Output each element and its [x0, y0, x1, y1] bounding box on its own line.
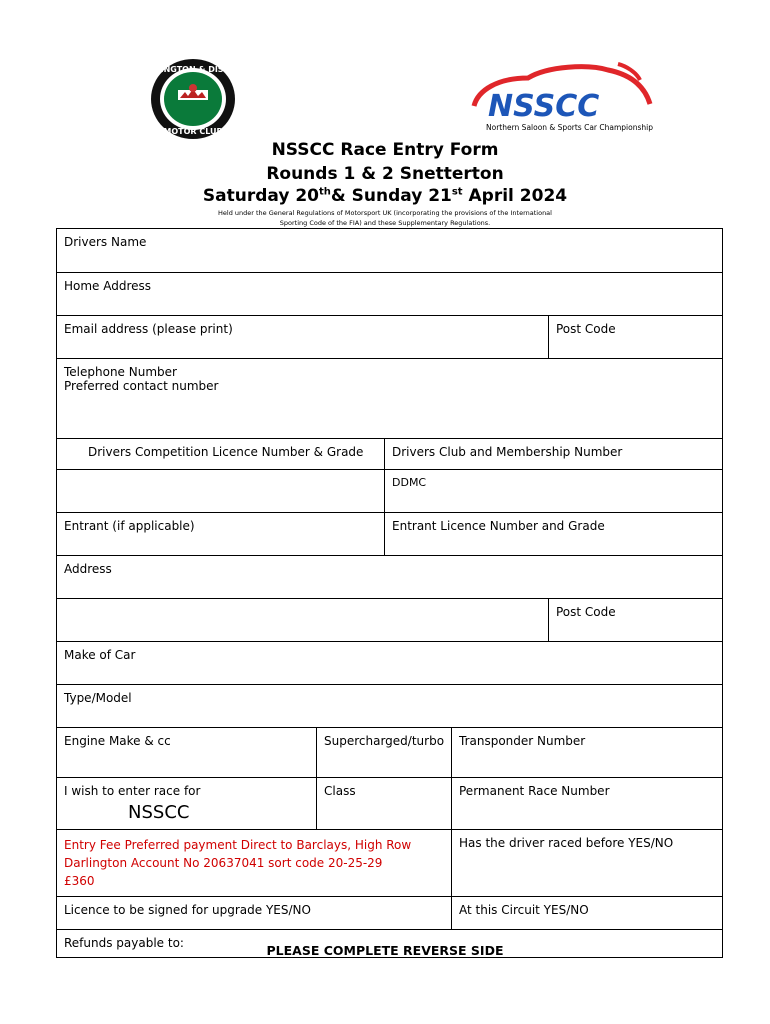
refunds-field[interactable]: Refunds payable to: — [57, 930, 723, 958]
telephone-field[interactable]: Telephone Number Preferred contact number — [57, 359, 723, 439]
club-membership-header: Drivers Club and Membership Number — [385, 439, 723, 470]
supercharged-field[interactable]: Supercharged/turbo — [317, 728, 452, 778]
licence-number-header: Drivers Competition Licence Number & Grade — [57, 439, 385, 470]
regulations-line1: Held under the General Regulations of Motorsport UK (incorporating the provisions of the International — [218, 209, 552, 217]
svg-text:NSSCC: NSSCC — [488, 89, 600, 124]
svg-text:Northern Saloon & Sports Car C: Northern Saloon & Sports Car Championship — [486, 123, 653, 132]
engine-field[interactable]: Engine Make & cc — [57, 728, 317, 778]
entrant-licence-field[interactable]: Entrant Licence Number and Grade — [385, 513, 723, 556]
club-membership-field[interactable]: DDMC — [385, 470, 723, 513]
at-circuit-field[interactable]: At this Circuit YES/NO — [452, 897, 723, 930]
entry-form-table — [56, 228, 723, 958]
post-code-2-field[interactable]: Post Code — [549, 599, 723, 642]
nsscc-logo — [468, 60, 658, 134]
rounds-title: Rounds 1 & 2 Snetterton — [266, 164, 504, 184]
reverse-side-note: PLEASE COMPLETE REVERSE SIDE — [266, 943, 504, 958]
class-field[interactable]: Class — [317, 778, 452, 830]
make-of-car-field[interactable]: Make of Car — [57, 642, 723, 685]
address-field[interactable]: Address — [57, 556, 723, 599]
drivers-name-field[interactable]: Drivers Name — [57, 229, 723, 273]
licence-upgrade-field[interactable]: Licence to be signed for upgrade YES/NO — [57, 897, 452, 930]
email-field[interactable]: Email address (please print) — [57, 316, 549, 359]
transponder-field[interactable]: Transponder Number — [452, 728, 723, 778]
type-model-field[interactable]: Type/Model — [57, 685, 723, 728]
dates-title: Saturday 20th& Sunday 21st April 2024 — [202, 186, 568, 206]
svg-text:DARLINGTON & DISTRICT: DARLINGTON & DISTRICT — [136, 65, 250, 74]
regulations-line2: Sporting Code of the FIA) and these Supplementary Regulations. — [279, 219, 491, 227]
address-line-2-field[interactable] — [57, 599, 549, 642]
race-entry-field[interactable]: I wish to enter race for NSSCC — [57, 778, 317, 830]
entrant-field[interactable]: Entrant (if applicable) — [57, 513, 385, 556]
club-logo — [136, 58, 250, 140]
nsscc-entry-value: NSSCC — [128, 802, 190, 823]
home-address-field[interactable]: Home Address — [57, 273, 723, 316]
entry-fee-info: Entry Fee Preferred payment Direct to Barclays, High Row Darlington Account No 20637041 sort code 20-25-29 £360 — [57, 830, 452, 897]
svg-text:MOTOR CLUB: MOTOR CLUB — [163, 127, 223, 136]
raced-before-field[interactable]: Has the driver raced before YES/NO — [452, 830, 723, 897]
permanent-number-field[interactable]: Permanent Race Number — [452, 778, 723, 830]
form-title: NSSCC Race Entry Form — [271, 140, 499, 160]
post-code-field[interactable]: Post Code — [549, 316, 723, 359]
licence-number-field[interactable] — [57, 470, 385, 513]
